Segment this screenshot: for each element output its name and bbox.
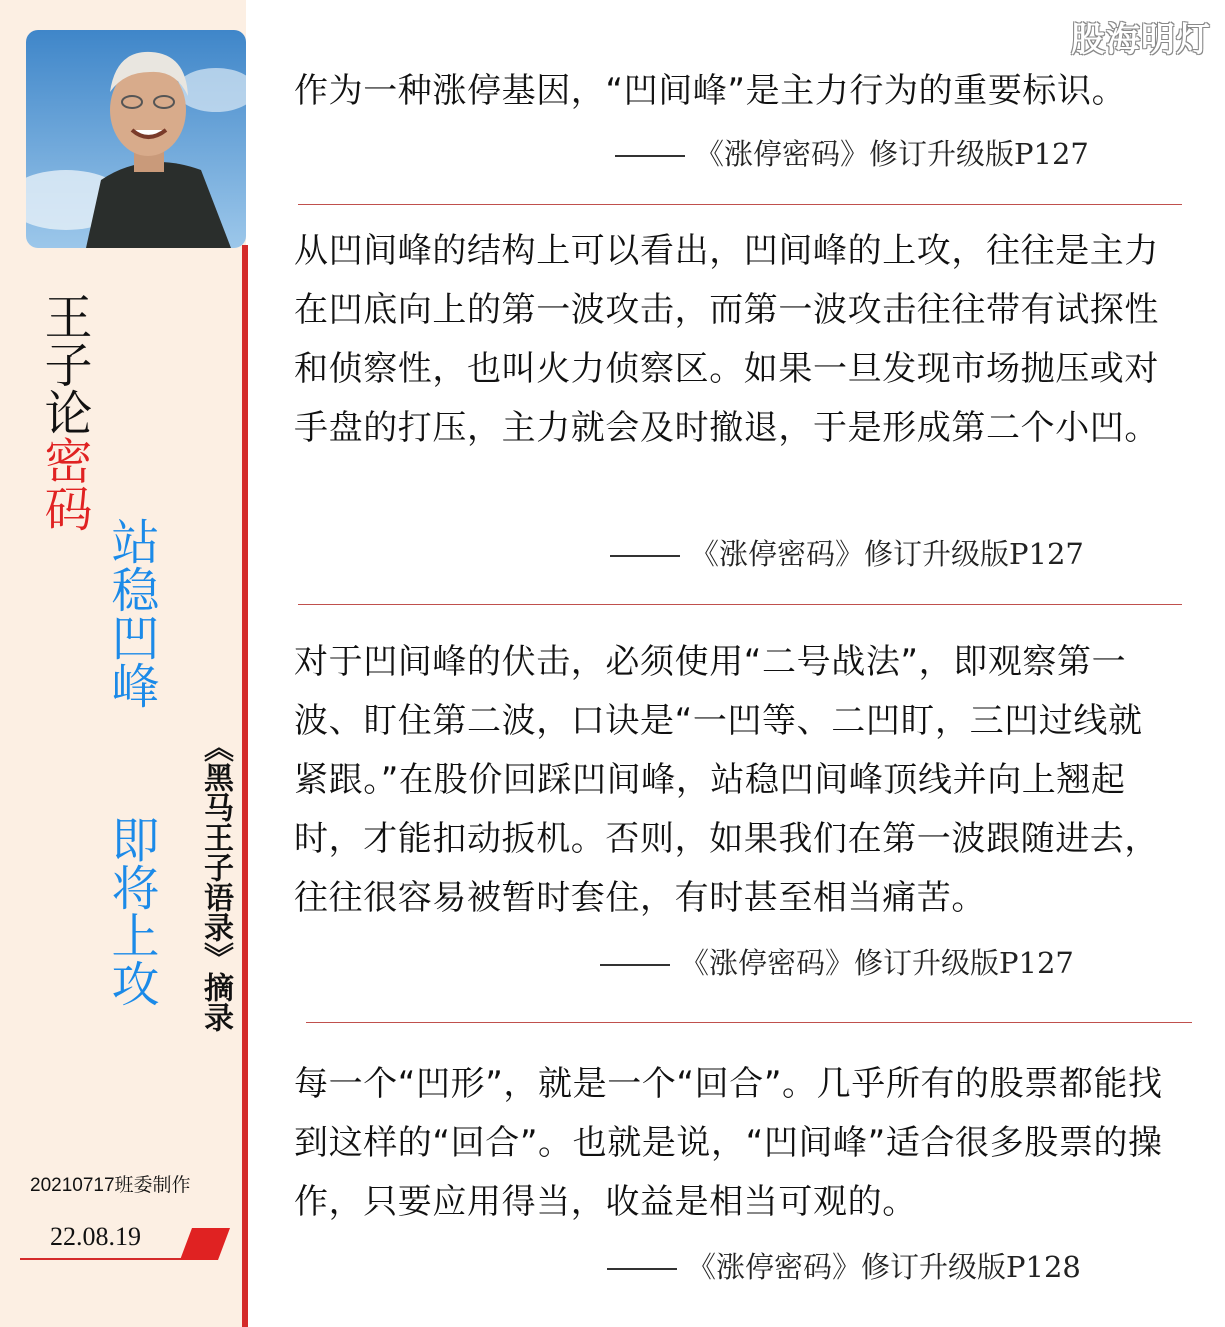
column-title: 王子论密码 xyxy=(36,292,92,532)
citation-dash xyxy=(615,155,685,157)
quote-text-3: 对于凹间峰的伏击，必须使用“二号战法”，即观察第一波、盯住第二波，口诀是“一凹等、二凹盯，三凹过线就紧跟。”在股价回踩凹间峰，站稳凹间峰顶线并向上翘起时，才能扣动扳机。否则，如果我们在第一波跟随进去，往往很容易被暂时套住，有时甚至相当痛苦。 xyxy=(294,642,1159,918)
quote-text-1: 作为一种涨停基因，“凹间峰”是主力行为的重要标识。 xyxy=(294,71,1127,111)
citation-dash xyxy=(607,1268,677,1270)
date-label: 22.08.19 xyxy=(50,1222,141,1251)
subtitle-second: 即将上攻 xyxy=(103,815,159,1007)
quote-text-4: 每一个“凹形”，就是一个“回合”。几乎所有的股票都能找到这样的“回合”。也就是说，“凹间峰”适合很多股票的操作，只要应用得当，收益是相当可观的。 xyxy=(294,1064,1163,1222)
quote-citation-3: 《涨停密码》修订升级版P127 xyxy=(600,941,1074,982)
made-by-label: 20210717班委制作 xyxy=(30,1175,191,1196)
author-photo xyxy=(26,30,246,248)
source-label: 《黑马王子语录》摘录 xyxy=(198,732,233,1032)
subtitle-first: 站稳凹峰 xyxy=(103,517,159,709)
divider-1 xyxy=(298,204,1182,205)
quote-text-2: 从凹间峰的结构上可以看出，凹间峰的上攻，往往是主力在凹底向上的第一波攻击，而第一波攻击往往带有试探性和侦察性，也叫火力侦察区。如果一旦发现市场抛压或对手盘的打压，主力就会及时撤退，于是形成第二个小凹。 xyxy=(294,231,1159,448)
quote-citation-2: 《涨停密码》修订升级版P127 xyxy=(610,532,1084,573)
quote-citation-4: 《涨停密码》修订升级版P128 xyxy=(607,1245,1081,1286)
red-flag-decoration xyxy=(180,1228,230,1260)
divider-3 xyxy=(306,1022,1192,1023)
quote-citation-1: 《涨停密码》修订升级版P127 xyxy=(615,132,1089,173)
citation-dash xyxy=(600,964,670,966)
divider-2 xyxy=(298,604,1182,605)
watermark: 股海明灯 xyxy=(1071,20,1211,60)
sidebar-divider xyxy=(242,245,248,1327)
citation-dash xyxy=(610,555,680,557)
